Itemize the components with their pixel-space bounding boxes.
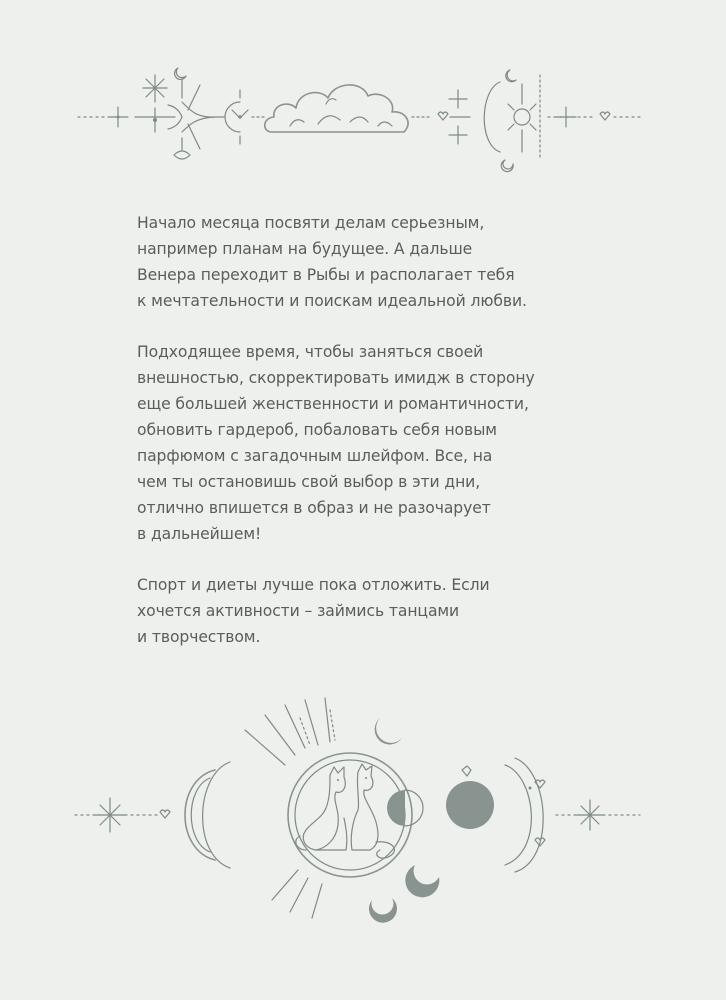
crescent-moon-top-1 [375, 718, 402, 744]
text-line: например планам на будущее. А дальше [137, 240, 473, 258]
text-line: парфюмом с загадочным шлейфом. Все, на [137, 447, 493, 465]
text-line: отлично впишется в образ и не разочарует [137, 499, 491, 517]
text-line: обновить гардероб, побаловать себя новым [137, 421, 497, 439]
text-line: хочется активности – займись танцами [137, 602, 460, 620]
left-sun-moon-icon [216, 90, 264, 144]
text-line: чем ты остановишь свой выбор в эти дни, [137, 473, 481, 491]
half-moon-icon [387, 790, 423, 826]
sunburst-rays [245, 698, 335, 918]
bottom-cats-moon-ornament [0, 690, 726, 935]
top-celestial-ornament [0, 60, 726, 175]
full-moon-icon [446, 781, 494, 829]
crescent-moon-bottom-2 [369, 898, 397, 923]
text-line: Подходящее время, чтобы заняться своей [137, 343, 484, 361]
main-text [137, 210, 597, 675]
text-line: Спорт и диеты лучше пока отложить. Если [137, 576, 490, 594]
text-line: Начало месяца посвяти делам серьезным, [137, 214, 485, 232]
right-sparkle-icon [556, 800, 640, 830]
left-big-crescent-icon [185, 762, 230, 868]
text-line: в дальнейшем! [137, 525, 262, 543]
cat-left-icon [296, 767, 347, 850]
text-line: внешностью, скорректировать имидж в сторону [137, 369, 535, 387]
text-line: еще большей женственности и романтичности, [137, 395, 529, 413]
right-dotted-line [548, 107, 640, 127]
paragraph-3 [137, 572, 597, 650]
left-sparkle-icon [135, 75, 175, 132]
text-line: Венера переходит в Рыбы и располагает тебя [137, 266, 515, 284]
cloud-icon [265, 85, 408, 132]
right-sun-icon [508, 75, 540, 160]
right-moon-arc-icon [484, 70, 516, 172]
text-line: к мечтательности и поискам идеальной любви. [137, 292, 527, 310]
crescent-moon-bottom-1 [405, 865, 439, 897]
paragraph-1 [137, 210, 597, 314]
left-crescent-icon [174, 68, 190, 159]
paragraph-2 [137, 339, 597, 547]
left-star-icon [108, 107, 128, 127]
text-line: и творчеством. [137, 628, 261, 646]
left-sparkle-icon [75, 798, 170, 832]
crescent-moon-top-2 [420, 740, 447, 768]
right-heart-line [412, 112, 470, 120]
